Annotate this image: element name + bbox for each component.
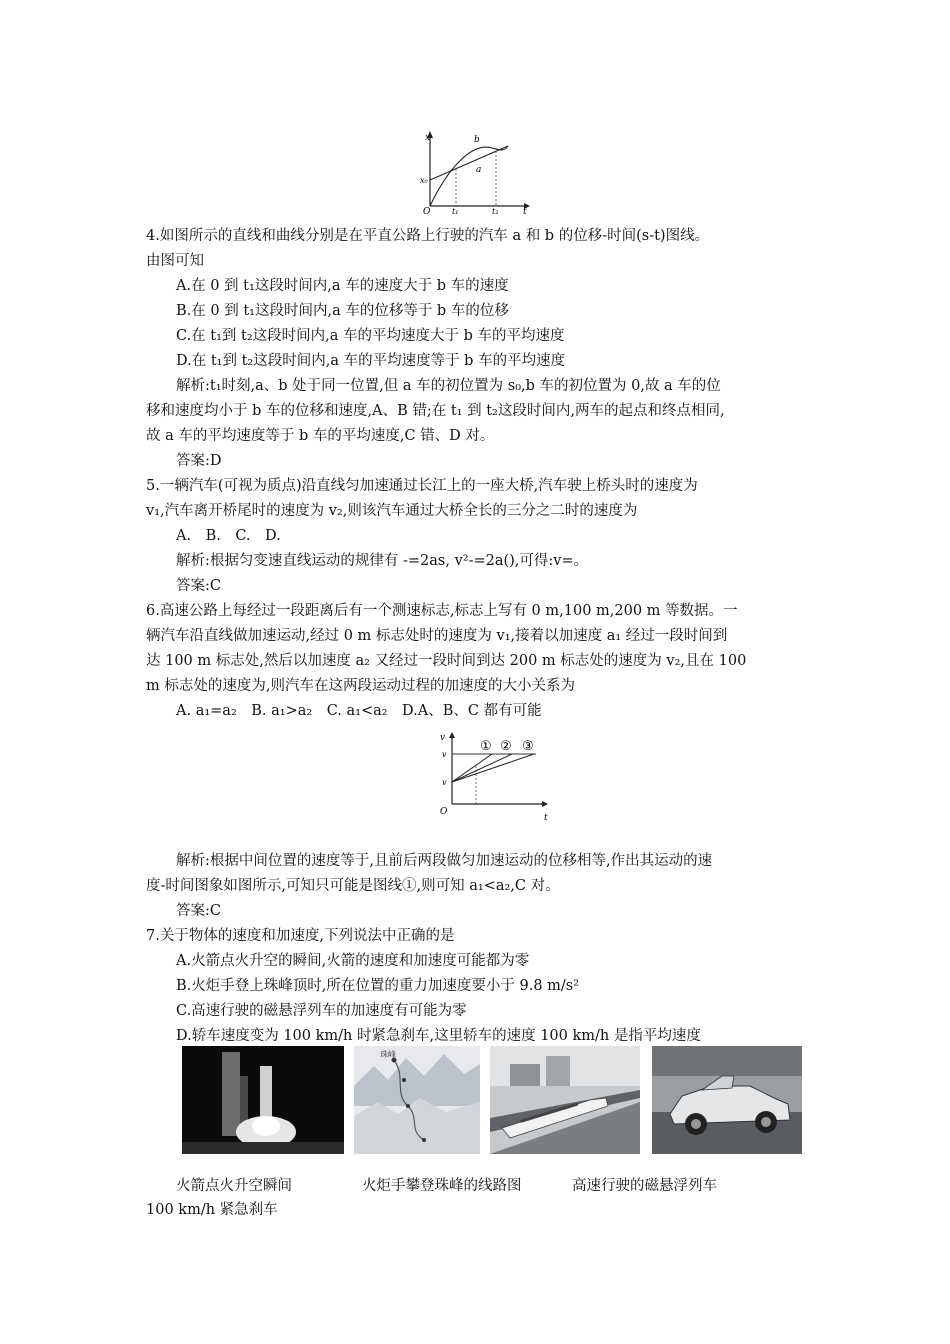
t-axis-arrow bbox=[542, 801, 548, 807]
q4-stem-line1: 4.如图所示的直线和曲线分别是在平直公路上行驶的汽车 a 和 b 的位移-时间(s-t)图线。 bbox=[146, 228, 710, 244]
q6-explanation-line1: 解析:根据中间位置的速度等于,且前后两段做匀加速运动的位移相等,作出其运动的速 bbox=[176, 853, 713, 869]
v-axis-label: v bbox=[440, 733, 446, 743]
q6-stem-line3: 达 100 m 标志处,然后以加速度 a₂ 又经过一段时间到达 200 m 标志处的速度为 v₂,且在 100 bbox=[146, 653, 747, 669]
q6-stem-line4: m 标志处的速度为,则汽车在这两段运动过程的加速度的大小关系为 bbox=[146, 678, 575, 694]
q7-option-d: D.轿车速度变为 100 km/h 时紧急刹车,这里轿车的速度 100 km/h 是指平均速度 bbox=[176, 1028, 701, 1044]
q6-options: A. a₁=a₂ B. a₁>a₂ C. a₁<a₂ D.A、B、C 都有可能 bbox=[176, 703, 542, 719]
t2-label: t₂ bbox=[492, 207, 499, 214]
q4-answer: 答案:D bbox=[176, 453, 222, 469]
q7-option-a: A.火箭点火升空的瞬间,火箭的速度和加速度可能都为零 bbox=[176, 953, 530, 969]
x0-label: x₀ bbox=[420, 176, 428, 185]
maglev-train-photo bbox=[490, 1046, 640, 1154]
q4-option-a: A.在 0 到 t₁这段时间内,a 车的速度大于 b 车的速度 bbox=[176, 278, 509, 294]
q6-explanation-line2: 度-时间图象如图所示,可知只可能是图线①,则可知 a₁<a₂,C 对。 bbox=[146, 878, 560, 894]
t-axis-label: t bbox=[523, 207, 527, 214]
map-peak-label: 珠峰 bbox=[380, 1050, 396, 1059]
v-axis-arrow bbox=[449, 732, 455, 738]
q6-stem-line1: 6.高速公路上每经过一段距离后有一个测速标志,标志上写有 0 m,100 m,200 m 等数据。一 bbox=[146, 603, 738, 619]
t1-label: t₁ bbox=[452, 207, 459, 214]
v1-label: v bbox=[442, 778, 447, 787]
xt-graph-figure bbox=[420, 128, 530, 214]
circle-1-label: ① bbox=[480, 739, 492, 754]
graph-line-1 bbox=[452, 754, 492, 782]
car-braking-photo bbox=[652, 1046, 802, 1154]
q7-stem: 7.关于物体的速度和加速度,下列说法中正确的是 bbox=[146, 928, 455, 944]
x-axis-label: x bbox=[425, 133, 431, 143]
torch-route-map bbox=[354, 1046, 480, 1154]
vt-graph-figure bbox=[436, 730, 552, 822]
graph-line-3 bbox=[452, 754, 534, 782]
q4-option-d: D.在 t₁到 t₂这段时间内,a 车的平均速度等于 b 车的平均速度 bbox=[176, 353, 566, 369]
q6-answer: 答案:C bbox=[176, 903, 221, 919]
origin-label: O bbox=[423, 207, 431, 214]
q4-option-c: C.在 t₁到 t₂这段时间内,a 车的平均速度大于 b 车的平均速度 bbox=[176, 328, 565, 344]
circle-3-label: ③ bbox=[522, 739, 534, 754]
t-axis-label: t bbox=[544, 813, 548, 822]
graph-line-2 bbox=[452, 754, 512, 782]
photo-caption-maglev: 高速行驶的磁悬浮列车 bbox=[572, 1178, 717, 1194]
q5-stem-line2: v₁,汽车离开桥尾时的速度为 v₂,则该汽车通过大桥全长的三分之二时的速度为 bbox=[146, 503, 638, 519]
q5-answer: 答案:C bbox=[176, 578, 221, 594]
q4-explanation-line2: 移和速度均小于 b 车的位移和速度,A、B 错;在 t₁ 到 t₂这段时间内,两车的起点和终点相同, bbox=[146, 403, 725, 419]
q5-options: A. B. C. D. bbox=[176, 528, 281, 544]
q7-option-b: B.火炬手登上珠峰顶时,所在位置的重力加速度要小于 9.8 m/s² bbox=[176, 978, 580, 994]
photo-caption-car: 100 km/h 紧急刹车 bbox=[146, 1202, 278, 1218]
photo-caption-route: 火炬手攀登珠峰的线路图 bbox=[362, 1178, 522, 1194]
q5-explanation: 解析:根据匀变速直线运动的规律有 -=2as, v²-=2a(),可得:v=。 bbox=[176, 553, 589, 569]
q5-stem-line1: 5.一辆汽车(可视为质点)沿直线匀加速通过长江上的一座大桥,汽车驶上桥头时的速度为 bbox=[146, 478, 698, 494]
a-label: a bbox=[476, 165, 482, 175]
q4-option-b: B.在 0 到 t₁这段时间内,a 车的位移等于 b 车的位移 bbox=[176, 303, 509, 319]
b-label: b bbox=[474, 135, 480, 145]
q4-stem-line2: 由图可知 bbox=[146, 253, 204, 269]
circle-2-label: ② bbox=[500, 739, 512, 754]
origin-label: O bbox=[440, 807, 448, 817]
q4-explanation-line3: 故 a 车的平均速度等于 b 车的平均速度,C 错、D 对。 bbox=[146, 428, 495, 444]
rocket-launch-photo bbox=[182, 1046, 344, 1154]
q7-option-c: C.高速行驶的磁悬浮列车的加速度有可能为零 bbox=[176, 1003, 467, 1019]
q6-stem-line2: 辆汽车沿直线做加速运动,经过 0 m 标志处时的速度为 v₁,接着以加速度 a₁ 经过一段时间到 bbox=[146, 628, 728, 644]
photo-caption-rocket: 火箭点火升空瞬间 bbox=[176, 1178, 292, 1194]
q4-explanation-line1: 解析:t₁时刻,a、b 处于同一位置,但 a 车的初位置为 s₀,b 车的初位置为 0,故 a 车的位 bbox=[176, 378, 721, 394]
v2-label: v bbox=[442, 750, 447, 759]
